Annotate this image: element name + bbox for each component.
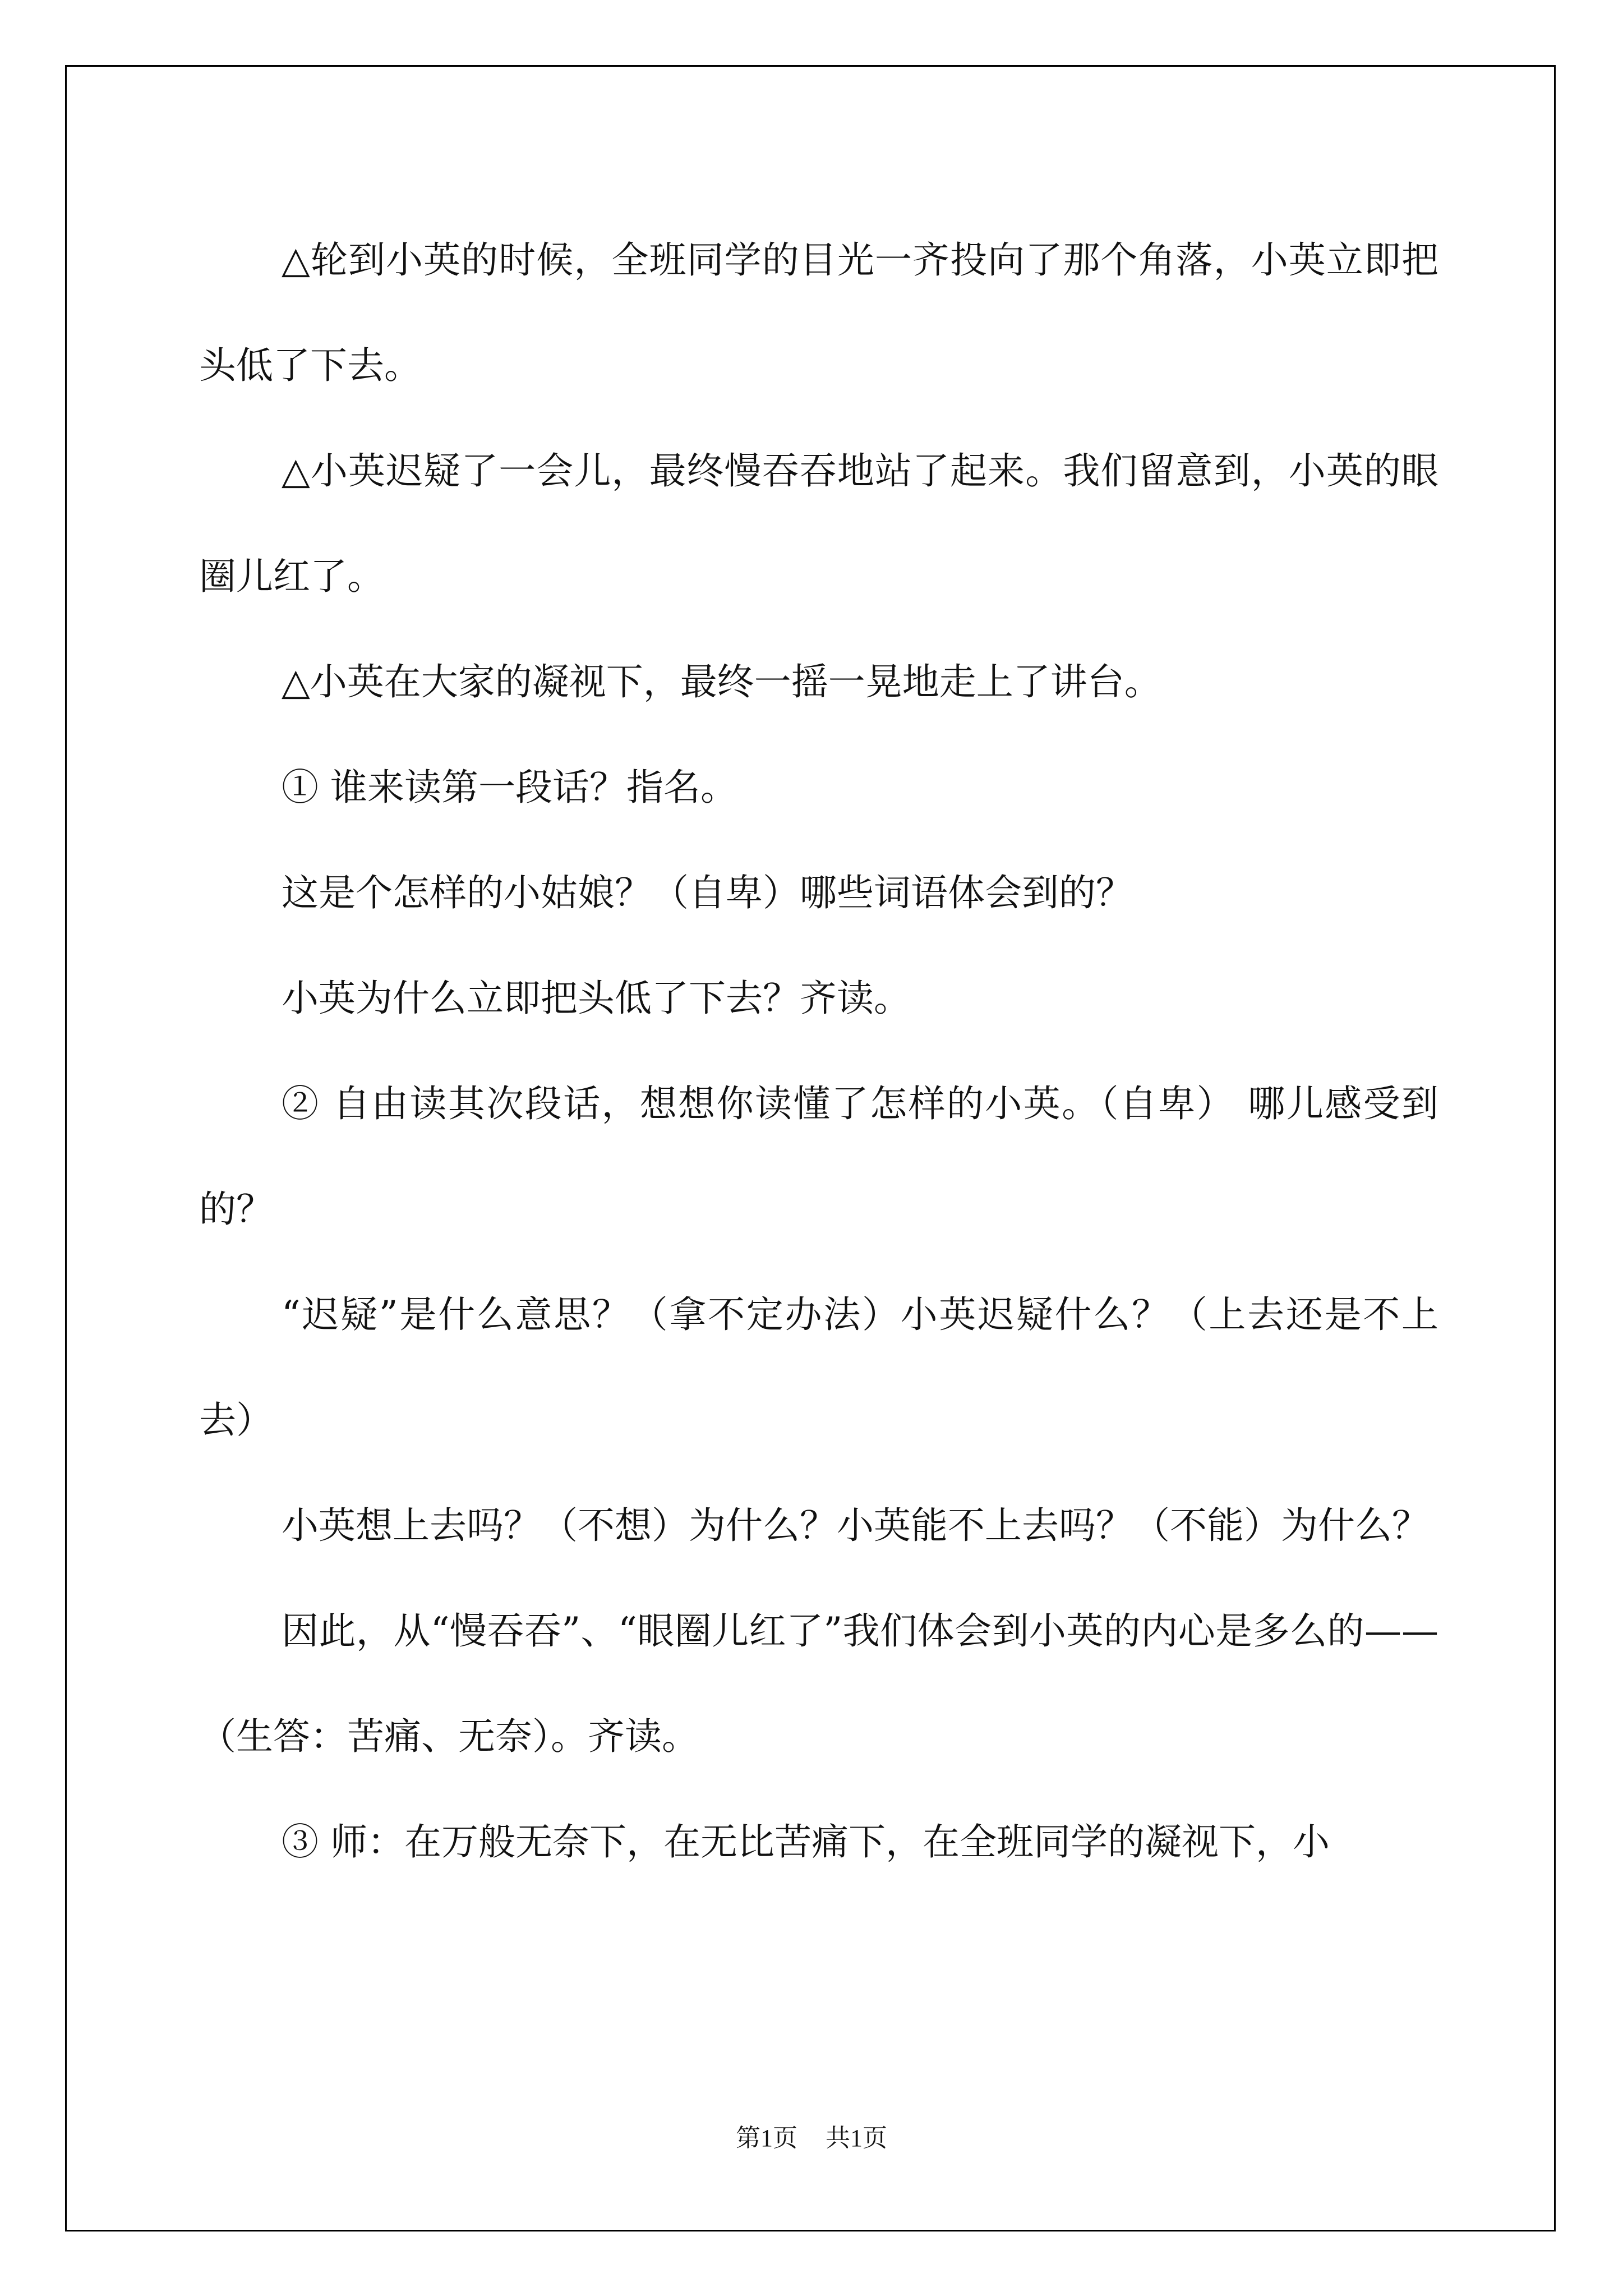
page-total: 共1页 bbox=[826, 2124, 887, 2152]
page-footer bbox=[0, 2118, 1623, 2154]
paragraph-9: 小英想上去吗？（不想）为什么？小英能不上去吗？（不能）为什么？ bbox=[282, 1504, 1429, 1547]
paragraph-1: △轮到小英的时候，全班同学的目光一齐投向了那个角落，小英立即把头低了下去。 bbox=[199, 238, 1438, 387]
paragraph-10: 因此，从“慢吞吞”、“眼圈儿红了”我们体会到小英的内心是多么的——（生答：苦痛、无奈）。齐读。 bbox=[199, 1609, 1438, 1758]
paragraph-11: ③ 师：在万般无奈下，在无比苦痛下，在全班同学的凝视下，小 bbox=[282, 1820, 1330, 1864]
paragraph-5: 这是个怎样的小姑娘？（自卑）哪些词语体会到的？ bbox=[282, 871, 1133, 914]
paragraph-6: 小英为什么立即把头低了下去？齐读。 bbox=[282, 977, 911, 1020]
paragraph-7: ② 自由读其次段话，想想你读懂了怎样的小英。（自卑） 哪儿感受到的？ bbox=[199, 1082, 1438, 1231]
paragraph-2: △小英迟疑了一会儿，最终慢吞吞地站了起来。我们留意到，小英的眼圈儿红了。 bbox=[199, 449, 1438, 598]
paragraph-4: ① 谁来读第一段话？指名。 bbox=[282, 766, 737, 809]
document-body bbox=[199, 208, 1438, 1895]
paragraph-8: “迟疑”是什么意思？（拿不定办法）小英迟疑什么？（上去还是不上去） bbox=[199, 1293, 1438, 1442]
page-number: 第1页 bbox=[736, 2124, 797, 2152]
paragraph-3: △小英在大家的凝视下，最终一摇一晃地走上了讲台。 bbox=[282, 660, 1161, 703]
